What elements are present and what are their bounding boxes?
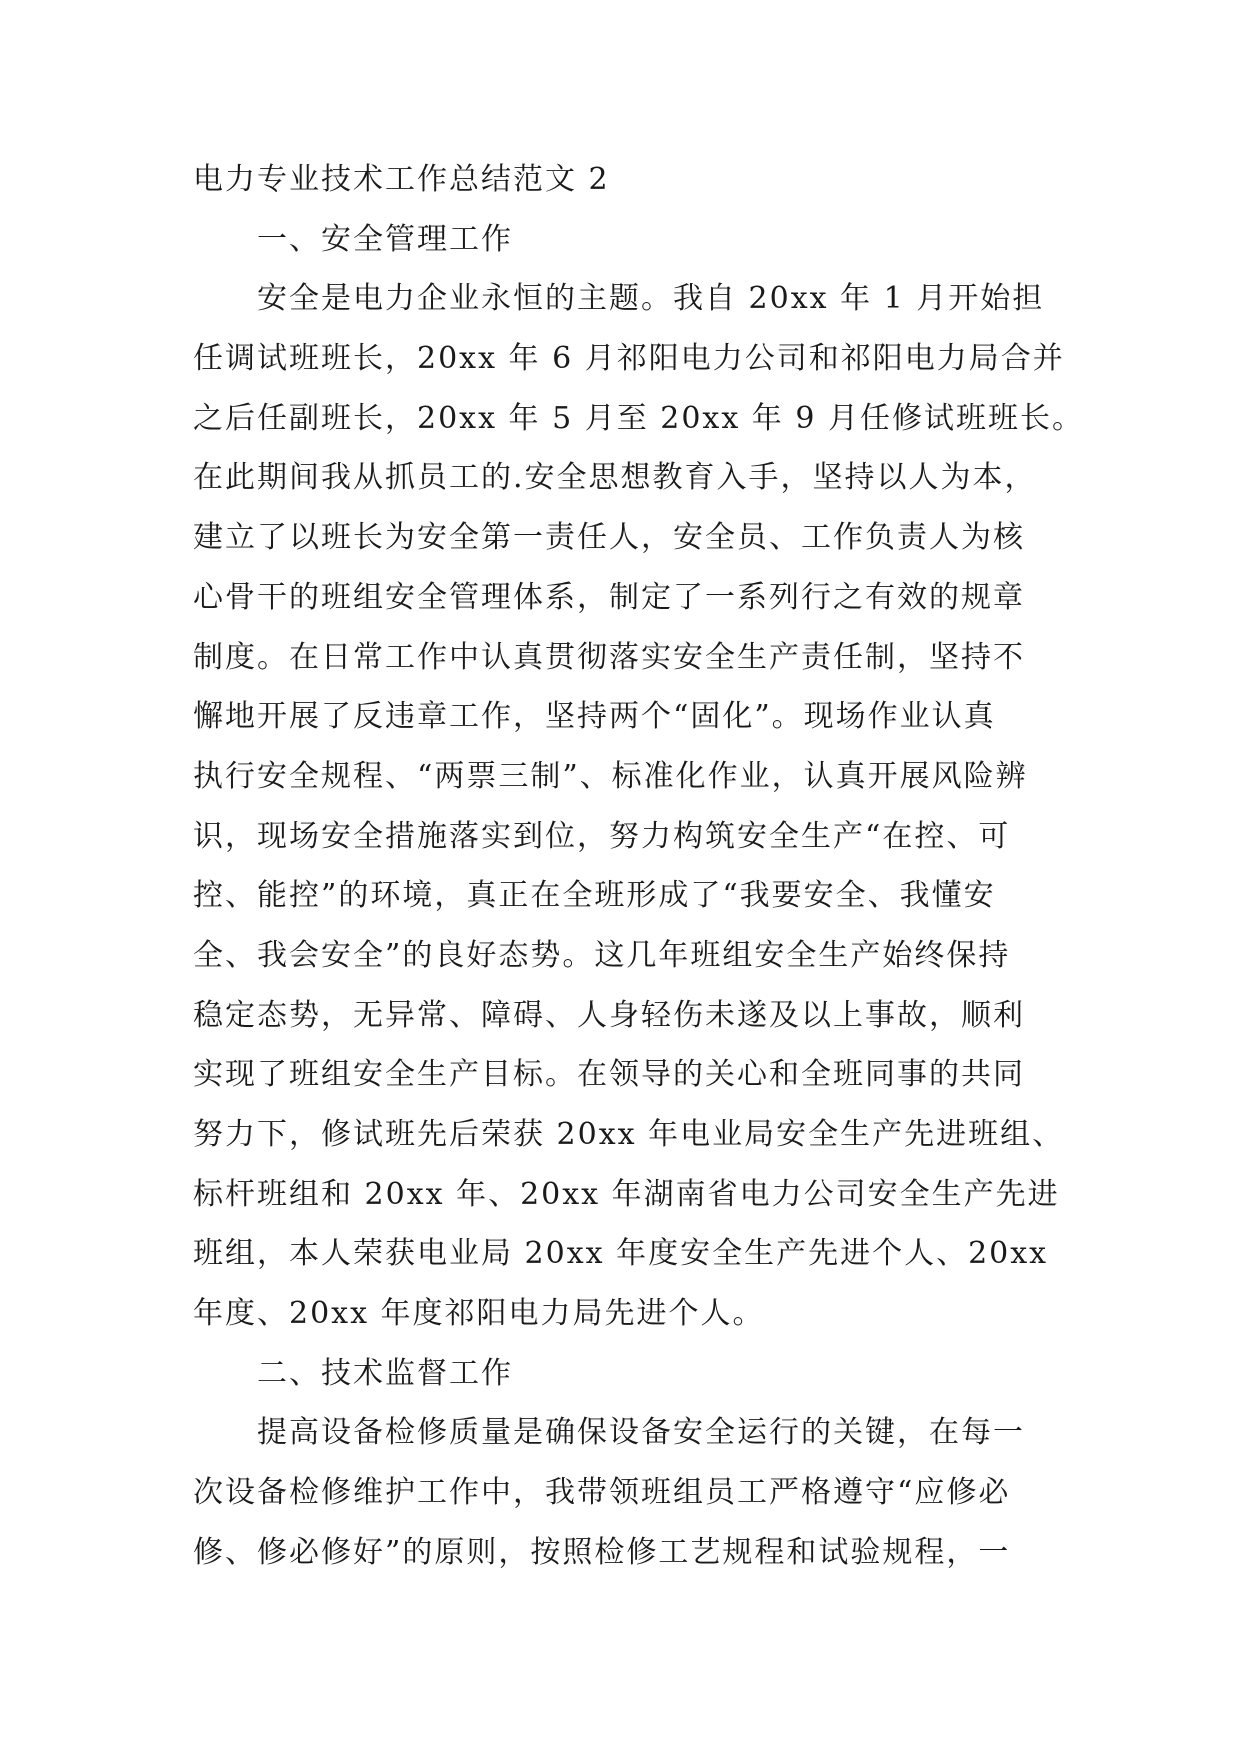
paragraph-line: 年度、20xx 年度祁阳电力局先进个人。 [193,1296,765,1332]
paragraph-line: 班组，本人荣获电业局 20xx 年度安全生产先进个人、20xx [193,1236,1049,1272]
paragraph-line: 全、我会安全”的良好态势。这几年班组安全生产始终保持 [193,937,1011,973]
paragraph-line: 在此期间我从抓员工的.安全思想教育入手，坚持以人为本， [193,460,1037,496]
paragraph-line: 懈地开展了反违章工作，坚持两个“固化”。现场作业认真 [193,699,996,735]
section-heading-safety: 一、安全管理工作 [257,221,513,257]
paragraph-line: 任调试班班长，20xx 年 6 月祁阳电力公司和祁阳电力局合并 [193,341,1065,377]
paragraph-line: 制度。在日常工作中认真贯彻落实安全生产责任制，坚持不 [193,639,1025,675]
paragraph-line: 之后任副班长，20xx 年 5 月至 20xx 年 9 月任修试班班长。 [193,400,1084,436]
paragraph-line: 实现了班组安全生产目标。在领导的关心和全班同事的共同 [193,1057,1025,1093]
paragraph-line: 执行安全规程、“两票三制”、标准化作业，认真开展风险辨 [193,758,1028,794]
paragraph-line: 修、修必修好”的原则，按照检修工艺规程和试验规程，一 [193,1534,1011,1570]
paragraph-line: 标杆班组和 20xx 年、20xx 年湖南省电力公司安全生产先进 [193,1176,1060,1212]
section-heading-tech-supervision: 二、技术监督工作 [257,1355,513,1391]
paragraph-line: 识，现场安全措施落实到位，努力构筑安全生产“在控、可 [193,818,1011,854]
paragraph-line: 提高设备检修质量是确保设备安全运行的关键，在每一 [257,1415,1025,1451]
paragraph-line: 安全是电力企业永恒的主题。我自 20xx 年 1 月开始担 [257,281,1045,317]
document-page [193,150,1084,1583]
paragraph-line: 控、能控”的环境，真正在全班形成了“我要安全、我懂安 [193,878,996,914]
paragraph-line: 心骨干的班组安全管理体系，制定了一系列行之有效的规章 [193,579,1025,615]
paragraph-line: 建立了以班长为安全第一责任人，安全员、工作负责人为核 [193,520,1025,556]
paragraph-line: 稳定态势，无异常、障碍、人身轻伤未遂及以上事故，顺利 [193,997,1025,1033]
paragraph-line: 次设备检修维护工作中，我带领班组员工严格遵守“应修必 [193,1475,1011,1511]
paragraph-line: 努力下，修试班先后荣获 20xx 年电业局安全生产先进班组、 [193,1117,1065,1152]
document-title: 电力专业技术工作总结范文 2 [193,162,610,197]
